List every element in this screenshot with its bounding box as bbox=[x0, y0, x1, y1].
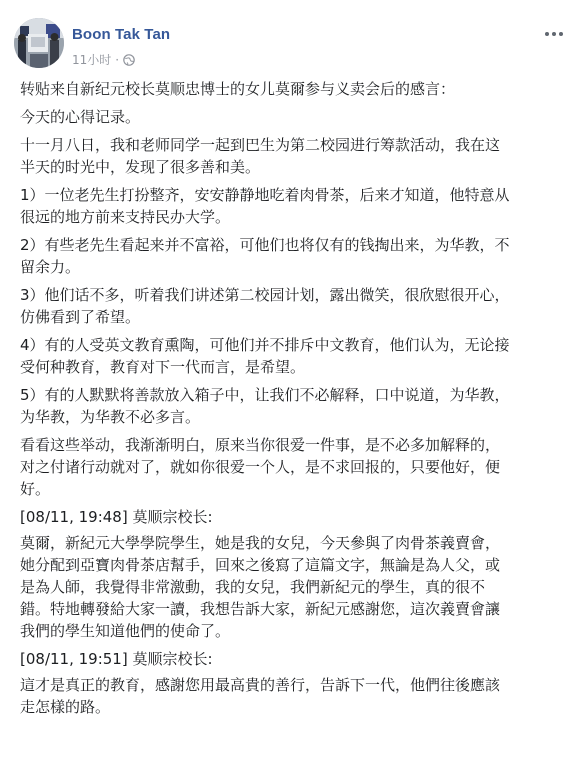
post-paragraph: 3）他们话不多，听着我们讲述第二校园计划，露出微笑，很欣慰很开心， 仿佛看到了希望。 bbox=[20, 286, 510, 326]
post-paragraph: 转贴来自新纪元校长莫顺忠博士的女儿莫爾参与义卖会后的感言： bbox=[20, 80, 456, 98]
message-timestamp: [08/11, 19:51] 莫顺宗校长: bbox=[20, 650, 213, 668]
post-time[interactable]: 11小时 bbox=[72, 53, 112, 67]
post-paragraph: 2）有些老先生看起来并不富裕，可他们也将仅有的钱掏出来，为华教，不 留余力。 bbox=[20, 236, 510, 276]
post-paragraph: 今天的心得记录。 bbox=[20, 108, 141, 126]
post-meta bbox=[72, 51, 135, 68]
avatar[interactable] bbox=[14, 18, 64, 68]
post-paragraph: 這才是真正的教育，感謝您用最高貴的善行，告訴下一代，他們往後應該 走怎樣的路。 bbox=[20, 676, 501, 716]
more-options-icon[interactable] bbox=[542, 24, 566, 40]
post-paragraph: 十一月八日，我和老师同学一起到巴生为第二校园进行筹款活动，我在这 半天的时光中，发现了很多善和美。 bbox=[20, 136, 501, 176]
post-paragraph: 1）一位老先生打扮整齐，安安静静地吃着肉骨茶，后来才知道，他特意从 很远的地方前来支持民办大学。 bbox=[20, 186, 510, 226]
message-timestamp: [08/11, 19:48] 莫顺宗校长: bbox=[20, 508, 213, 526]
author-name[interactable]: Boon Tak Tan bbox=[72, 26, 171, 43]
globe-icon[interactable] bbox=[123, 54, 135, 66]
post-body bbox=[20, 78, 568, 724]
post-paragraph: 4）有的人受英文教育熏陶，可他们并不排斥中文教育，他们认为，无论接 受何种教育，教育对下一代而言，是希望。 bbox=[20, 336, 510, 376]
meta-separator: · bbox=[115, 52, 120, 67]
post-paragraph: 莫爾，新紀元大學學院學生，她是我的女兒，今天參與了肉骨茶義賣會， 她分配到亞寶肉骨茶店幫手，回來之後寫了這篇文字，無論是為人父，或 是為人師，我覺得非常激動，我的女兒，我們新紀元的學生，真的很不 錯。特地轉發給大家一讀，我想告訴大家，新紀元感謝您，這次義賣會讓 我們的學生知道他們的使命了。 bbox=[20, 534, 501, 640]
post-paragraph: 看看这些举动，我渐渐明白，原来当你很爱一件事，是不必多加解释的， 对之付诸行动就对了，就如你很爱一个人，是不求回报的，只要他好，便 好。 bbox=[20, 436, 501, 498]
post-paragraph: 5）有的人默默将善款放入箱子中，让我们不必解释，口中说道，为华教， 为华教，为华教不必多言。 bbox=[20, 386, 510, 426]
post-header bbox=[14, 18, 566, 72]
avatar-photo-icon bbox=[14, 18, 64, 68]
